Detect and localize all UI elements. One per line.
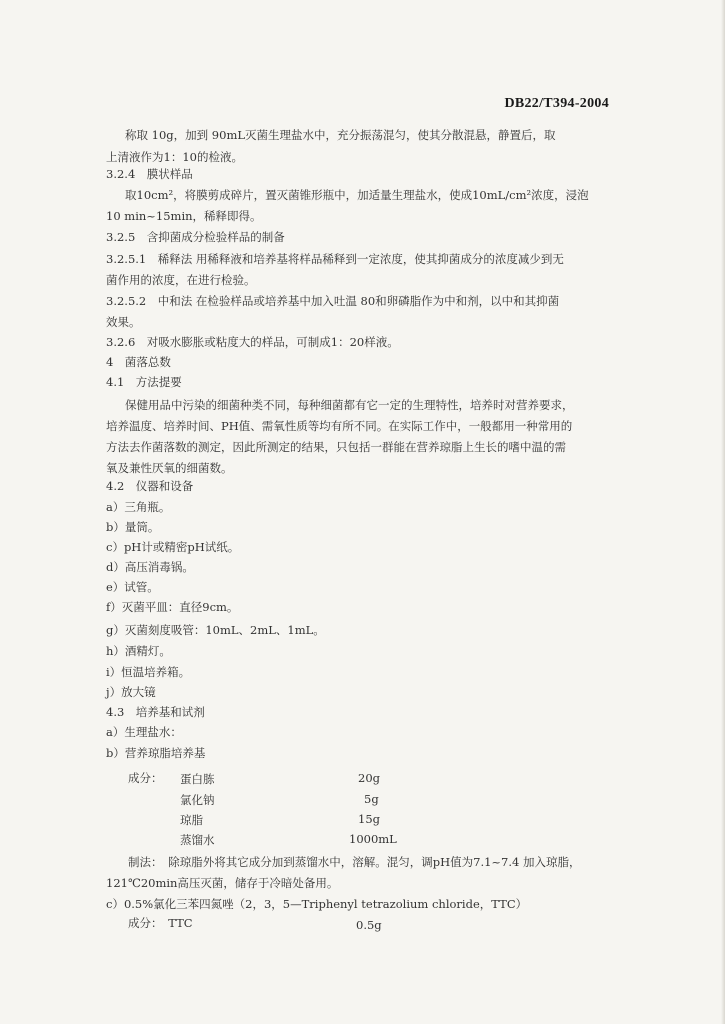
text-line: 3.2.6 对吸水膨胀或粘度大的样品，可制成1：20样液。 (106, 335, 399, 349)
ingredient-name: 琼脂 (180, 813, 203, 827)
text-line: 制法： 除琼脂外将其它成分加到蒸馏水中，溶解。混匀，调pH值为7.1~7.4 加入琼脂， (128, 855, 581, 869)
list-item: i）恒温培养箱。 (106, 665, 191, 679)
ingredient-name: 蒸馏水 (180, 833, 215, 847)
text-line: 3.2.5.2 中和法 在检验样品或培养基中加入吐温 80和卵磷脂作为中和剂，以中和其抑菌 (106, 294, 560, 308)
text-line: 成分： TTC (128, 916, 193, 930)
list-item: e）试管。 (106, 580, 159, 594)
list-item: j）放大镜 (106, 685, 156, 699)
text-line: 保健用品中污染的细菌种类不同，每种细菌都有它一定的生理特性，培养时对营养要求， (125, 398, 574, 412)
ingredient-amount: 15g (358, 812, 380, 826)
list-item: h）酒精灯。 (106, 644, 171, 658)
list-item: a）生理盐水： (106, 725, 182, 739)
list-item: c）pH计或精密pH试纸。 (106, 540, 240, 554)
ingredient-amount: 1000mL (349, 832, 397, 846)
list-item: a）三角瓶。 (106, 500, 171, 514)
text-line: 效果。 (106, 315, 141, 329)
section-heading: 3.2.5 含抑菌成分检验样品的制备 (106, 230, 285, 244)
text-line: 3.2.5.1 稀释法 用稀释液和培养基将样品稀释到一定浓度，使其抑菌成分的浓度减少到无 (106, 252, 564, 266)
ingredient-amount: 0.5g (356, 918, 382, 932)
text-line: 10 min~15min，稀释即得。 (106, 209, 262, 223)
composition-label: 成分： (128, 771, 163, 785)
standard-code: DB22/T394-2004 (504, 96, 609, 111)
text-line: 培养温度、培养时间、PH值、需氧性质等均有所不同。在实际工作中，一般都用一种常用的 (106, 419, 573, 433)
ingredient-amount: 5g (364, 792, 379, 806)
text-line: 取10cm²，将膜剪成碎片，置灭菌锥形瓶中，加适量生理盐水，使成10mL/cm²浓度，浸泡 (125, 188, 589, 202)
ingredient-name: 氯化钠 (180, 793, 215, 807)
section-heading: 4.1 方法提要 (106, 375, 182, 389)
text-line: 菌作用的浓度，在进行检验。 (106, 273, 256, 287)
text-line: 121℃20min高压灭菌，储存于冷暗处备用。 (106, 876, 339, 890)
list-item: c）0.5%氯化三苯四氮唑（2，3，5—Triphenyl tetrazolium chloride，TTC） (106, 897, 528, 911)
list-item: b）营养琼脂培养基 (106, 746, 206, 760)
ingredient-amount: 20g (358, 771, 380, 785)
text-line: 方法去作菌落数的测定，因此所测定的结果，只包括一群能在营养琼脂上生长的嗜中温的需 (106, 440, 566, 454)
list-item: f）灭菌平皿：直径9cm。 (106, 600, 239, 614)
section-heading: 4.2 仪器和设备 (106, 479, 194, 493)
section-heading: 3.2.4 膜状样品 (106, 167, 193, 181)
text-line: 氧及兼性厌氧的细菌数。 (106, 461, 233, 475)
text-line: 称取 10g，加到 90mL灭菌生理盐水中，充分振荡混匀，使其分散混悬，静置后，取 (125, 128, 556, 142)
list-item: b）量筒。 (106, 520, 160, 534)
section-heading: 4.3 培养基和试剂 (106, 705, 205, 719)
text-line: 上清液作为1：10的检液。 (106, 150, 243, 164)
section-heading: 4 菌落总数 (106, 355, 171, 369)
page-edge-shadow (721, 0, 725, 1024)
list-item: d）高压消毒锅。 (106, 560, 194, 574)
list-item: g）灭菌刻度吸管：10mL、2mL、1mL。 (106, 623, 325, 637)
ingredient-name: 蛋白胨 (180, 772, 215, 786)
